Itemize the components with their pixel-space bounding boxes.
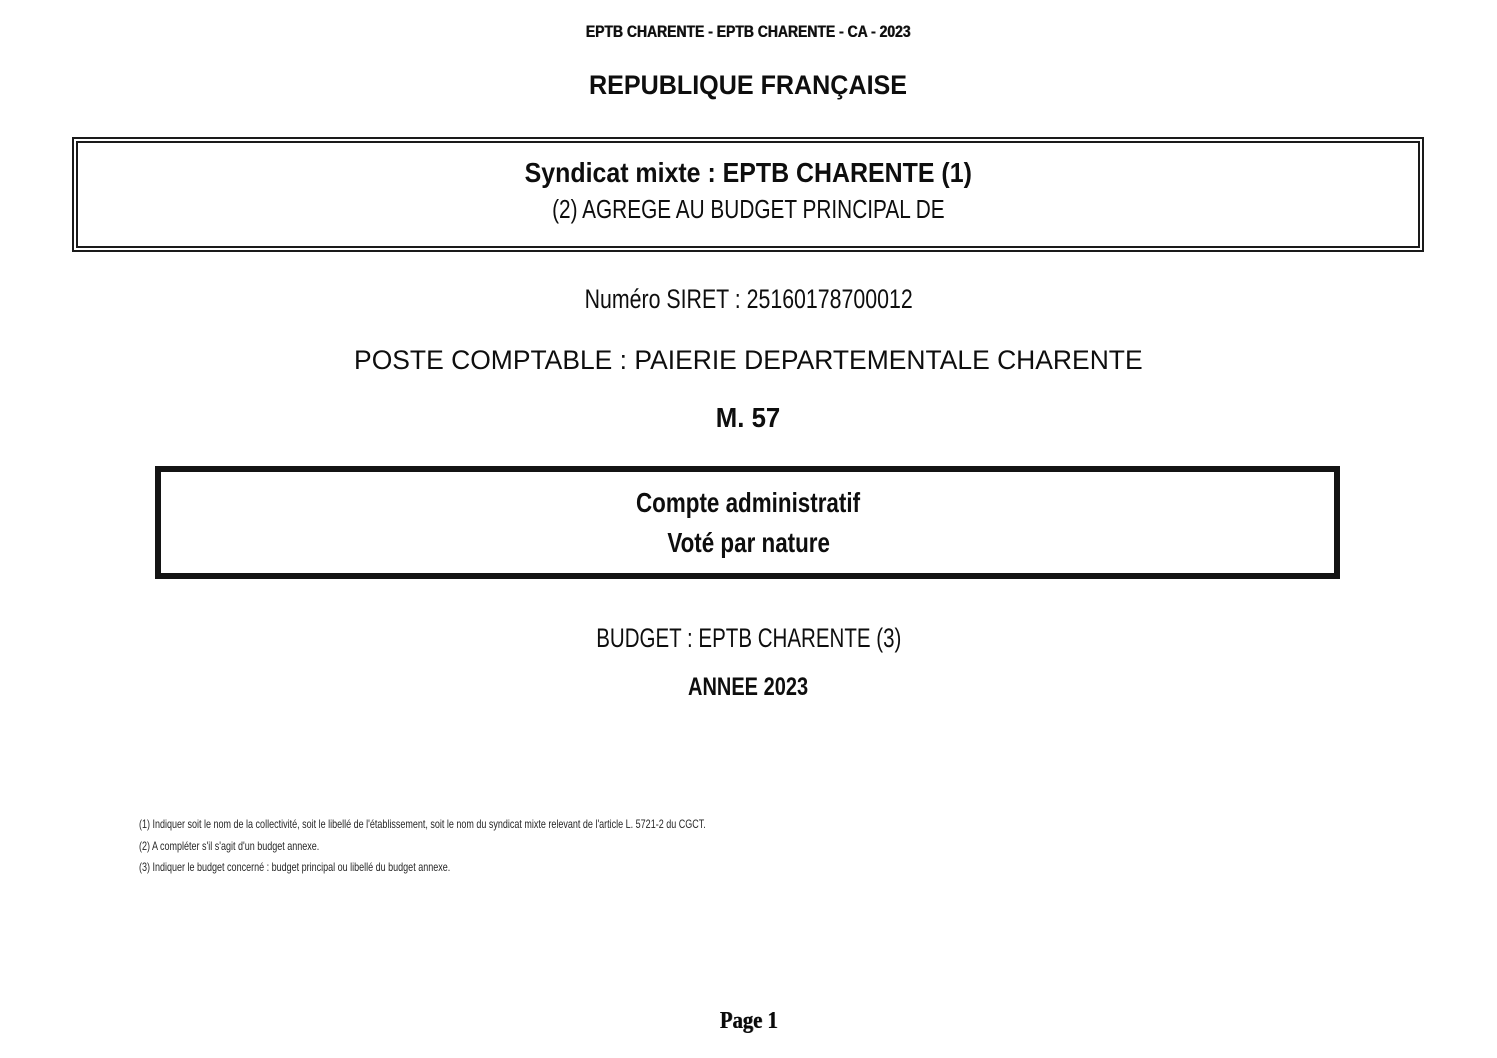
footnote-2: (2) A compléter s'il s'agit d'un budget annexe. <box>139 838 320 853</box>
entity-box-subtitle-text: (2) AGREGE AU BUDGET PRINCIPAL DE <box>552 194 945 224</box>
poste-comptable-line <box>0 344 1497 376</box>
budget-line-text: BUDGET : EPTB CHARENTE (3) <box>595 623 902 653</box>
budget-line <box>0 622 1497 654</box>
account-box-title <box>0 486 1497 520</box>
year-line-text: ANNEE 2023 <box>688 673 809 701</box>
running-header <box>0 22 1497 42</box>
footnote-3: (3) Indiquer le budget concerné : budget principal ou libellé du budget annexe. <box>139 860 451 874</box>
account-box-vote-mode-text: Voté par nature <box>667 527 830 558</box>
entity-box-title-text: Syndicat mixte : EPTB CHARENTE (1) <box>524 157 973 188</box>
account-box-vote-mode <box>0 526 1497 560</box>
year-line <box>0 672 1497 702</box>
republic-title-text: REPUBLIQUE FRANÇAISE <box>589 70 908 100</box>
nomenclature-label-text: M. 57 <box>716 402 781 433</box>
siret-line-text: Numéro SIRET : 25160178700012 <box>584 284 913 314</box>
entity-box-title <box>0 156 1497 190</box>
account-box-title-text: Compte administratif <box>636 487 861 518</box>
entity-box-subtitle <box>0 194 1497 225</box>
page-number-text: Page 1 <box>719 1008 778 1034</box>
siret-line <box>0 283 1497 315</box>
footnote-1: (1) Indiquer soit le nom de la collectivité, soit le libellé de l'établissement, soit le nom du syndicat mixte relevant de l'article L. 5721-2 du CGCT. <box>139 817 706 831</box>
republic-title <box>0 69 1497 101</box>
nomenclature-label <box>0 401 1497 435</box>
footnotes <box>139 814 706 879</box>
poste-comptable-line-text: POSTE COMPTABLE : PAIERIE DEPARTEMENTALE CHARENTE <box>354 345 1143 375</box>
account-box <box>155 466 1340 579</box>
running-header-text: EPTB CHARENTE - EPTB CHARENTE - CA - 2023 <box>586 22 911 41</box>
page-number <box>0 1007 1497 1036</box>
